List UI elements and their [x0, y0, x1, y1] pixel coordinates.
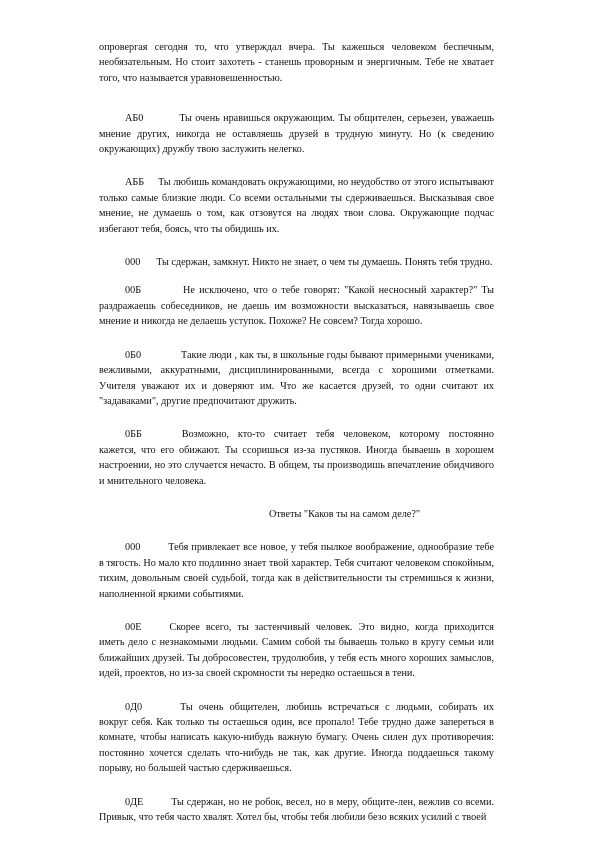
result-code: 00Б — [125, 285, 142, 297]
answer-code: 0ДЕ — [125, 796, 144, 808]
answer-paragraph-00e — [99, 620, 494, 682]
result-paragraph-0bb — [99, 427, 494, 489]
answer-code: 000 — [125, 542, 141, 554]
result-text: Ты любишь командовать окружающими, но неудобство от этого испытывают только самые близкие люди. Со всеми остальными ты сдерживаешься. Высказывая свое мнение, не думаешь о том, как отзовутся на людях твои слова. Окружающие подчас избегают тебя, боясь, что ты обидишь их. — [99, 177, 494, 235]
answer-text: Скорее всего, ты застенчивый человек. Это видно, когда приходится иметь дело с незнакомыми людьми. Самим собой ты бываешь только в кругу семьи или ближайших друзей. Ты добросовестен, трудолюбив, у тебя есть много хороших замыслов, идей, проектов, но из-за своей скромности ты нередко остаешься в тени. — [99, 621, 494, 680]
answer-text: Ты очень общителен, любишь встречаться с людьми, собирать их вокруг себя. Как только ты остаешься один, все пропало! Тебе трудно даже запереться в комнате, чтобы написать какую-нибудь важную бумагу. Очень силен дух противоречия: постоянно хочется сделать что-нибудь не так, как другие. Иногда поддаешься такому порыву, но большей частью сдерживаешься. — [99, 701, 494, 775]
intro-paragraph: опровергая сегодня то, что утверждал вчера. Ты кажешься человеком беспечным, необязательным. Но стоит захотеть - станешь проворным и энергичным. Тебе не хватает того, что называется уравновешенностью. — [99, 42, 494, 84]
answer-paragraph-0de — [99, 795, 494, 826]
result-paragraph-ab0 — [99, 111, 494, 157]
answer-code: 0Д0 — [125, 701, 143, 713]
answer-paragraph-000 — [99, 540, 494, 602]
document-body — [99, 40, 494, 825]
answer-text: Тебя привлекает все новое, у тебя пылкое воображение, однообразие тебе в тягость. Но мало кто подлинно знает твой характер. Тебя считают человеком спокойным, тихим, довольным своей судьбой, тогда как в действительности ты стремишься к жизни, наполненной яркими событиями. — [99, 542, 494, 600]
answer-code: 00Е — [125, 621, 142, 633]
result-text: Ты сдержан, замкнут. Никто не знает, о чем ты думаешь. Понять тебя трудно. — [156, 257, 493, 269]
result-text: Не исключено, что о тебе говорят: "Какой несносный характер?" Ты раздражаешь собеседников, не даешь им возможности высказаться, навязываешь свое мнение и никогда не делаешь уступок. Похоже? Не совсем? Тогда хорошо. — [99, 285, 494, 328]
result-code: АББ — [125, 177, 145, 189]
result-code: АБ0 — [125, 113, 144, 125]
answer-paragraph-0d0 — [99, 700, 494, 777]
result-code: 0Б0 — [125, 349, 142, 361]
result-paragraph-0b0 — [99, 348, 494, 410]
result-paragraph-000 — [99, 255, 494, 270]
answer-text: Ты сдержан, но не робок, весел, но в меру, общите-лен, вежлив со всеми. Привык, что тебя часто хвалят. Хотел бы, чтобы тебя любили безо всяких усилий с твоей — [99, 796, 494, 824]
result-text: Ты очень нравишься окружающим. Ты общителен, серьезен, уважаешь мнение других, никогда не оставляешь друзей в трудную минуту. Но (к сведению окружающих) дружбу твою заслужить нелегко. — [99, 113, 494, 156]
result-paragraph-abb — [99, 175, 494, 237]
result-text: Такие люди , как ты, в школьные годы бывают примерными учениками, вежливыми, аккуратными, дисциплинированными, всегда с хорошими отметками. Учителя уважают их и доверяют им. Что же касается друзей, то одни считают их "задаваками", другие предпочитают дружить. — [99, 349, 494, 407]
result-code: 0ББ — [125, 429, 142, 441]
result-code: 000 — [125, 257, 141, 269]
section-heading: Ответы "Каков ты на самом деле?" — [268, 508, 420, 520]
result-paragraph-00b — [99, 283, 494, 329]
result-text: Возможно, кто-то считает тебя человеком, которому постоянно кажется, что его обижают. Ты ссоришься из-за пустяков. Иногда бываешь в хорошем настроении, но это случается нечасто. В общем, ты производишь впечатление обидчивого и мнительного человека. — [99, 429, 494, 487]
